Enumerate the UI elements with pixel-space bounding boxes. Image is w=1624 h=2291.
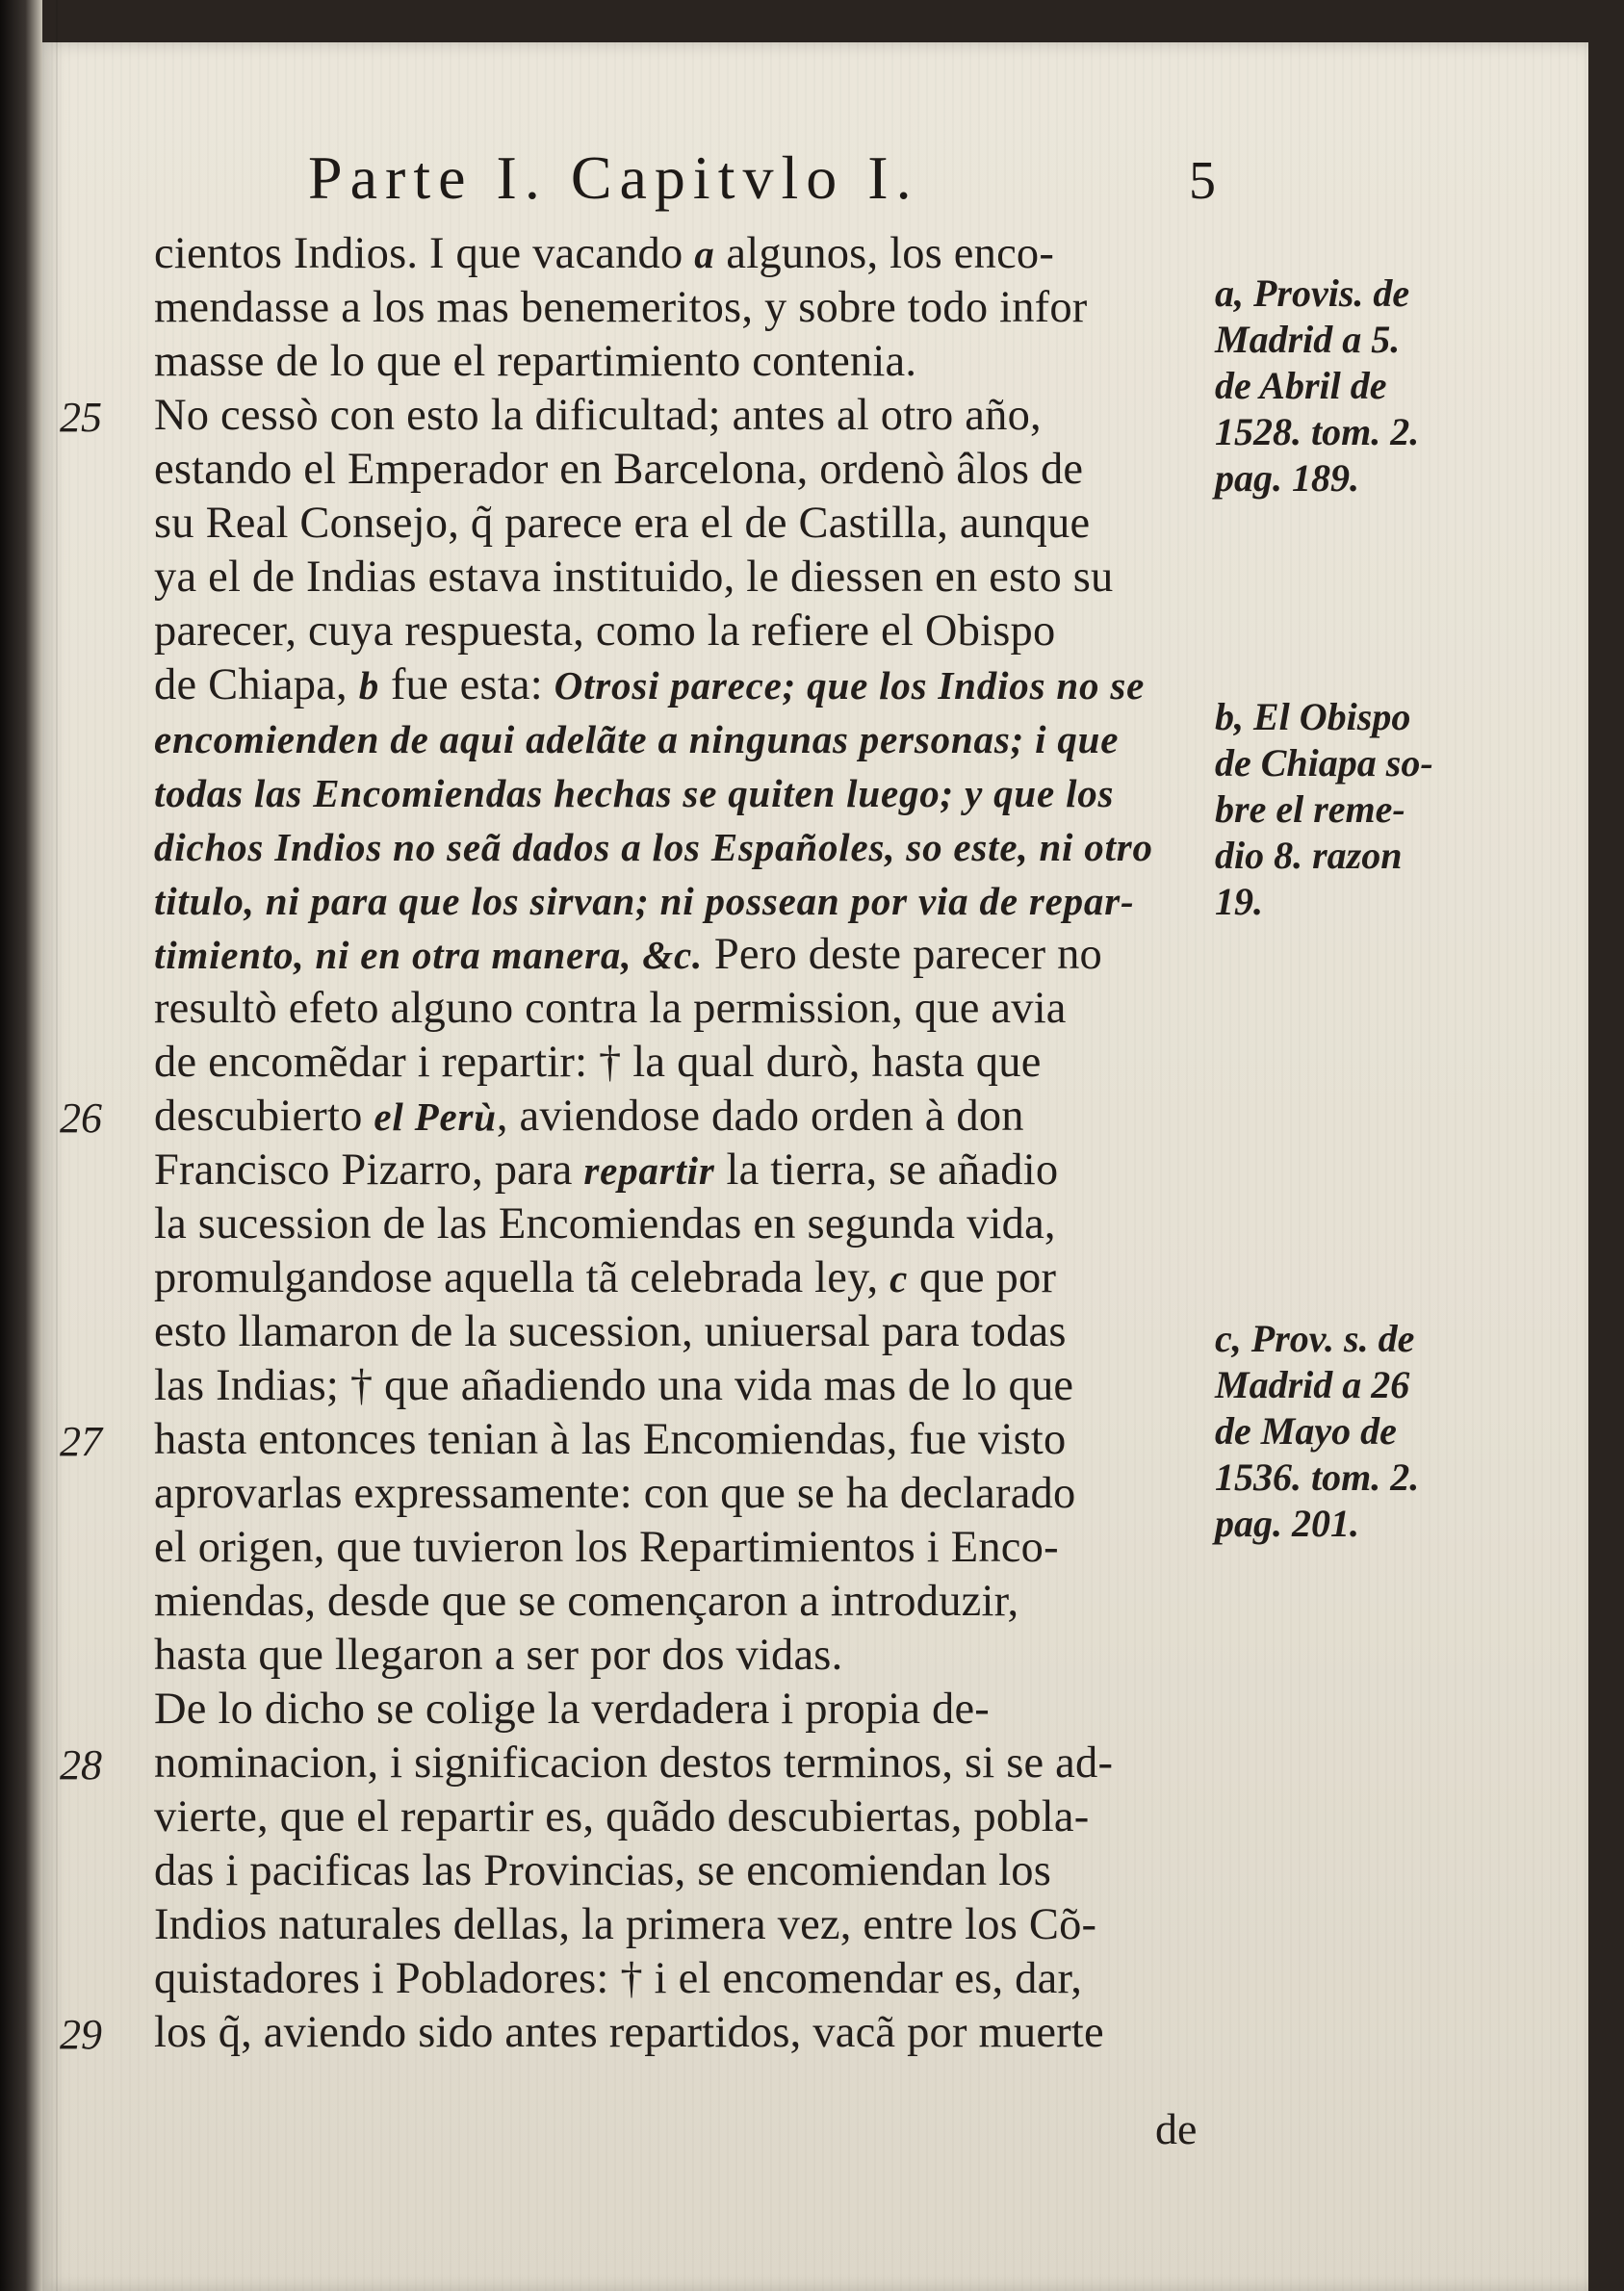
text-line [154, 1413, 1208, 1467]
text-segment: quistadores i Pobladores: † i el encomendar es, dar, [154, 1954, 1083, 2003]
text-segment: das i pacificas las Provincias, se encomiendan los [154, 1846, 1051, 1895]
text-segment: promulgandose aquella tã celebrada ley, [154, 1253, 890, 1302]
text-segment: descubierto [154, 1092, 374, 1141]
text-segment: Indios naturales dellas, la primera vez, entre los Cõ- [154, 1900, 1097, 1949]
italic-text-segment: timiento, ni en otra manera, &c. [154, 933, 704, 977]
text-line [154, 712, 1208, 766]
text-line [154, 335, 1208, 389]
text-segment: hasta entonces tenian à las Encomiendas, fue visto [154, 1415, 1067, 1464]
text-line [154, 766, 1208, 820]
text-segment: la tierra, se añadio [714, 1146, 1059, 1195]
running-title: Parte I. Capitvlo I. [308, 143, 919, 212]
text-segment: hasta que llegaron a ser por dos vidas. [154, 1631, 843, 1680]
text-line [154, 658, 1208, 712]
text-segment: la sucession de las Encomiendas en segunda vida, [154, 1199, 1056, 1248]
text-segment: su Real Consejo, q̃ parece era el de Castilla, aunque [154, 499, 1091, 548]
italic-text-segment: Otrosi parece; que los Indios no se [554, 663, 1146, 708]
text-segment: vierte, que el repartir es, quãdo descubiertas, pobla- [154, 1792, 1090, 1841]
text-segment: que por [908, 1253, 1057, 1302]
text-line [154, 497, 1208, 551]
catchword: de [1155, 2104, 1198, 2153]
text-line [154, 1629, 1208, 1683]
text-line [154, 1898, 1208, 1952]
italic-text-segment: repartir [583, 1148, 715, 1193]
text-segment: miendas, desde que se començaron a introduzir, [154, 1577, 1019, 1626]
text-segment: De lo dicho se colige la verdadera i propia de- [154, 1685, 990, 1734]
text-segment: algunos, los enco- [714, 229, 1055, 278]
italic-text-segment: titulo, ni para que los sirvan; ni possean por via de repar- [154, 879, 1135, 923]
text-segment: No cessò con esto la dificultad; antes al otro año, [154, 391, 1042, 440]
marginal-note-line: 1528. tom. 2. [1215, 410, 1420, 453]
book-spine [0, 0, 42, 2291]
marginal-note-line: 1536. tom. 2. [1215, 1455, 1420, 1499]
text-segment: ya el de Indias estava instituido, le diessen en esto su [154, 553, 1114, 602]
text-line [154, 281, 1208, 335]
text-line [154, 1790, 1208, 1844]
italic-text-segment: b [358, 663, 379, 708]
page-number: 5 [1189, 151, 1224, 211]
text-segment: Pero deste parecer no [703, 930, 1102, 979]
text-line [154, 1359, 1208, 1413]
text-segment: masse de lo que el repartimiento contenia. [154, 337, 917, 386]
text-segment: las Indias; † que añadiendo una vida mas de lo que [154, 1361, 1074, 1410]
text-segment: estando el Emperador en Barcelona, ordenò âlos de [154, 445, 1084, 494]
text-line [154, 1197, 1208, 1251]
text-segment: mendasse a los mas benemeritos, y sobre todo infor [154, 283, 1088, 332]
italic-text-segment: encomienden de aqui adelãte a ningunas personas; i que [154, 717, 1120, 761]
text-line [154, 227, 1208, 281]
text-line [154, 820, 1208, 874]
text-line [154, 982, 1208, 1036]
text-line [154, 1844, 1208, 1898]
marginal-note-line: bre el reme- [1215, 787, 1405, 831]
paragraph-number: 29 [60, 2011, 102, 2058]
text-line [154, 928, 1208, 982]
marginal-note-line: de Abril de [1215, 364, 1387, 407]
marginal-note-line: c, Prov. s. de [1215, 1317, 1415, 1360]
gutter-line [56, 0, 58, 2291]
paragraph-number: 26 [60, 1094, 102, 1142]
text-line [154, 1952, 1208, 2006]
text-line [154, 1521, 1208, 1575]
text-line [154, 1737, 1208, 1790]
text-segment: fue esta: [379, 660, 554, 709]
text-segment: de Chiapa, [154, 660, 359, 709]
text-segment: los q̃, aviendo sido antes repartidos, vacã por muerte [154, 2008, 1104, 2057]
paragraph-number: 28 [60, 1741, 102, 1789]
text-line [154, 1467, 1208, 1521]
text-line [154, 605, 1208, 658]
marginal-note-line: a, Provis. de [1215, 271, 1410, 315]
text-line [154, 389, 1208, 443]
marginal-note-line: dio 8. razon [1215, 834, 1403, 877]
running-header [308, 142, 1232, 219]
text-line [154, 443, 1208, 497]
text-segment: esto llamaron de la sucession, uniuersal para todas [154, 1307, 1067, 1356]
marginal-note-line: Madrid a 5. [1215, 318, 1401, 361]
text-segment: aprovarlas expressamente: con que se ha declarado [154, 1469, 1076, 1518]
text-segment: Francisco Pizarro, para [154, 1146, 584, 1195]
paragraph-number: 25 [60, 394, 102, 441]
marginal-note-line: pag. 201. [1215, 1502, 1359, 1545]
text-segment: parecer, cuya respuesta, como la refiere el Obispo [154, 606, 1056, 656]
italic-text-segment: el Perù [374, 1094, 497, 1139]
marginal-note-line: de Mayo de [1215, 1409, 1397, 1453]
marginal-note-line: de Chiapa so- [1215, 741, 1433, 785]
text-line [154, 1144, 1208, 1197]
italic-text-segment: c [889, 1256, 909, 1300]
text-segment: nominacion, i significacion destos terminos, si se ad- [154, 1738, 1114, 1788]
text-segment: resultò efeto alguno contra la permission, que avia [154, 984, 1067, 1033]
text-line [154, 874, 1208, 928]
italic-text-segment: dichos Indios no seã dados a los Españoles, so este, ni otro [154, 825, 1153, 869]
italic-text-segment: todas las Encomiendas hechas se quiten luego; y que los [154, 771, 1115, 815]
marginal-note-line: 19. [1215, 880, 1263, 923]
text-line [154, 1036, 1208, 1090]
paragraph-number: 27 [60, 1418, 102, 1465]
text-segment: , aviendose dado orden à don [496, 1092, 1024, 1141]
marginal-note-line: Madrid a 26 [1215, 1363, 1410, 1406]
text-line [154, 1251, 1208, 1305]
text-segment: de encomẽdar i repartir: † la qual durò, hasta que [154, 1038, 1042, 1087]
marginal-note-line: pag. 189. [1215, 456, 1359, 500]
text-line [154, 1090, 1208, 1144]
text-line [154, 1683, 1208, 1737]
text-segment: cientos Indios. I que vacando [154, 229, 695, 278]
text-line [154, 1305, 1208, 1359]
text-line [154, 1575, 1208, 1629]
text-line [154, 2006, 1208, 2060]
text-segment: el origen, que tuvieron los Repartimientos i Enco- [154, 1523, 1059, 1572]
text-line [154, 551, 1208, 605]
italic-text-segment: a [694, 232, 715, 276]
marginal-note-line: b, El Obispo [1215, 695, 1411, 738]
